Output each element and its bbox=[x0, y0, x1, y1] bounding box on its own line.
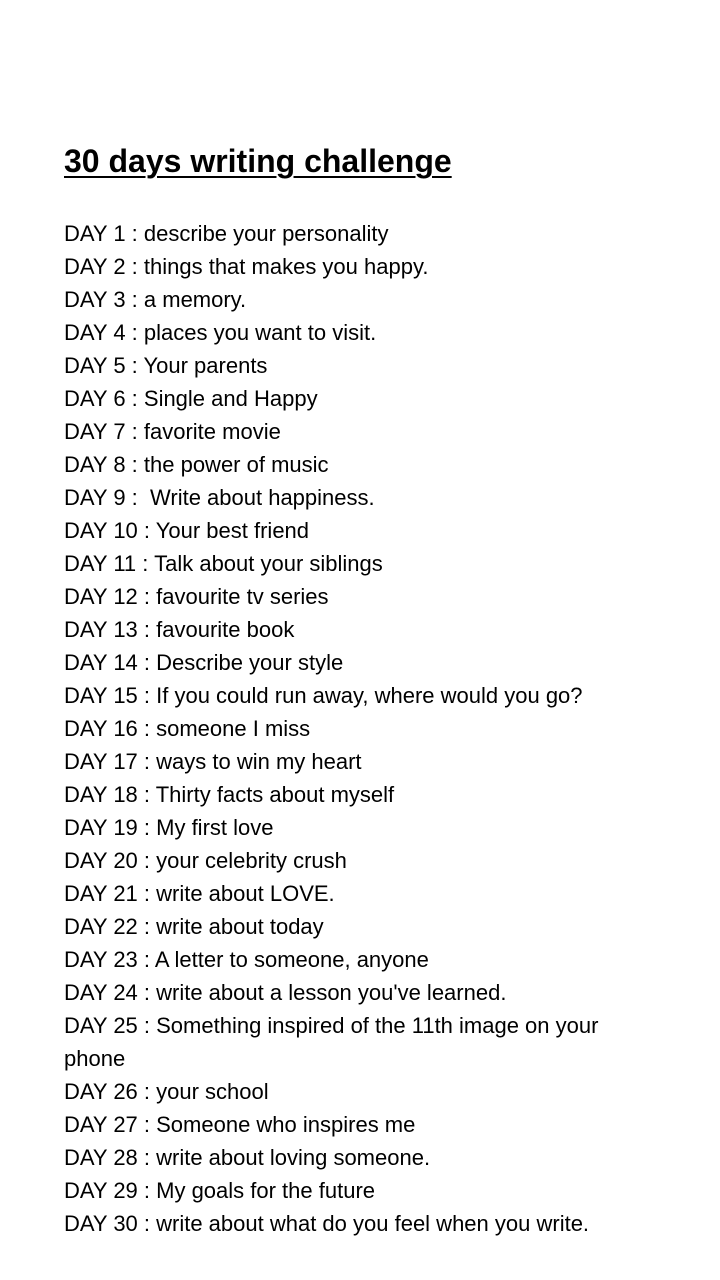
challenge-item-day-7: DAY 7 : favorite movie bbox=[64, 419, 281, 444]
challenge-item-day-12: DAY 12 : favourite tv series bbox=[64, 584, 329, 609]
challenge-item-day-24: DAY 24 : write about a lesson you've learned. bbox=[64, 980, 507, 1005]
challenge-item-day-18: DAY 18 : Thirty facts about myself bbox=[64, 782, 395, 807]
challenge-item-day-13: DAY 13 : favourite book bbox=[64, 617, 295, 642]
challenge-list bbox=[64, 217, 664, 1240]
challenge-item-day-28: DAY 28 : write about loving someone. bbox=[64, 1145, 431, 1170]
challenge-item-day-30: DAY 30 : write about what do you feel when you write. bbox=[64, 1211, 590, 1236]
challenge-item-day-23: DAY 23 : A letter to someone, anyone bbox=[64, 947, 429, 972]
challenge-item-day-17: DAY 17 : ways to win my heart bbox=[64, 749, 362, 774]
challenge-item-day-15: DAY 15 : If you could run away, where would you go? bbox=[64, 683, 583, 708]
challenge-item-day-19: DAY 19 : My first love bbox=[64, 815, 274, 840]
challenge-item-day-11: DAY 11 : Talk about your siblings bbox=[64, 551, 383, 576]
challenge-item-day-3: DAY 3 : a memory. bbox=[64, 287, 247, 312]
challenge-item-day-22: DAY 22 : write about today bbox=[64, 914, 324, 939]
challenge-item-day-16: DAY 16 : someone I miss bbox=[64, 716, 311, 741]
challenge-item-day-20: DAY 20 : your celebrity crush bbox=[64, 848, 347, 873]
challenge-item-day-2: DAY 2 : things that makes you happy. bbox=[64, 254, 429, 279]
challenge-item-day-8: DAY 8 : the power of music bbox=[64, 452, 329, 477]
challenge-item-day-10: DAY 10 : Your best friend bbox=[64, 518, 310, 543]
challenge-item-day-1: DAY 1 : describe your personality bbox=[64, 221, 389, 246]
challenge-item-day-29: DAY 29 : My goals for the future bbox=[64, 1178, 376, 1203]
challenge-item-day-27: DAY 27 : Someone who inspires me bbox=[64, 1112, 416, 1137]
challenge-item-day-26: DAY 26 : your school bbox=[64, 1079, 269, 1104]
challenge-item-day-5: DAY 5 : Your parents bbox=[64, 353, 268, 378]
challenge-item-day-9: DAY 9 : Write about happiness. bbox=[64, 485, 375, 510]
challenge-item-day-6: DAY 6 : Single and Happy bbox=[64, 386, 318, 411]
challenge-item-day-25: DAY 25 : Something inspired of the 11th image on your phone bbox=[64, 1013, 599, 1071]
challenge-item-day-21: DAY 21 : write about LOVE. bbox=[64, 881, 335, 906]
challenge-item-day-14: DAY 14 : Describe your style bbox=[64, 650, 344, 675]
challenge-item-day-4: DAY 4 : places you want to visit. bbox=[64, 320, 377, 345]
page-title: 30 days writing challenge bbox=[64, 143, 452, 179]
